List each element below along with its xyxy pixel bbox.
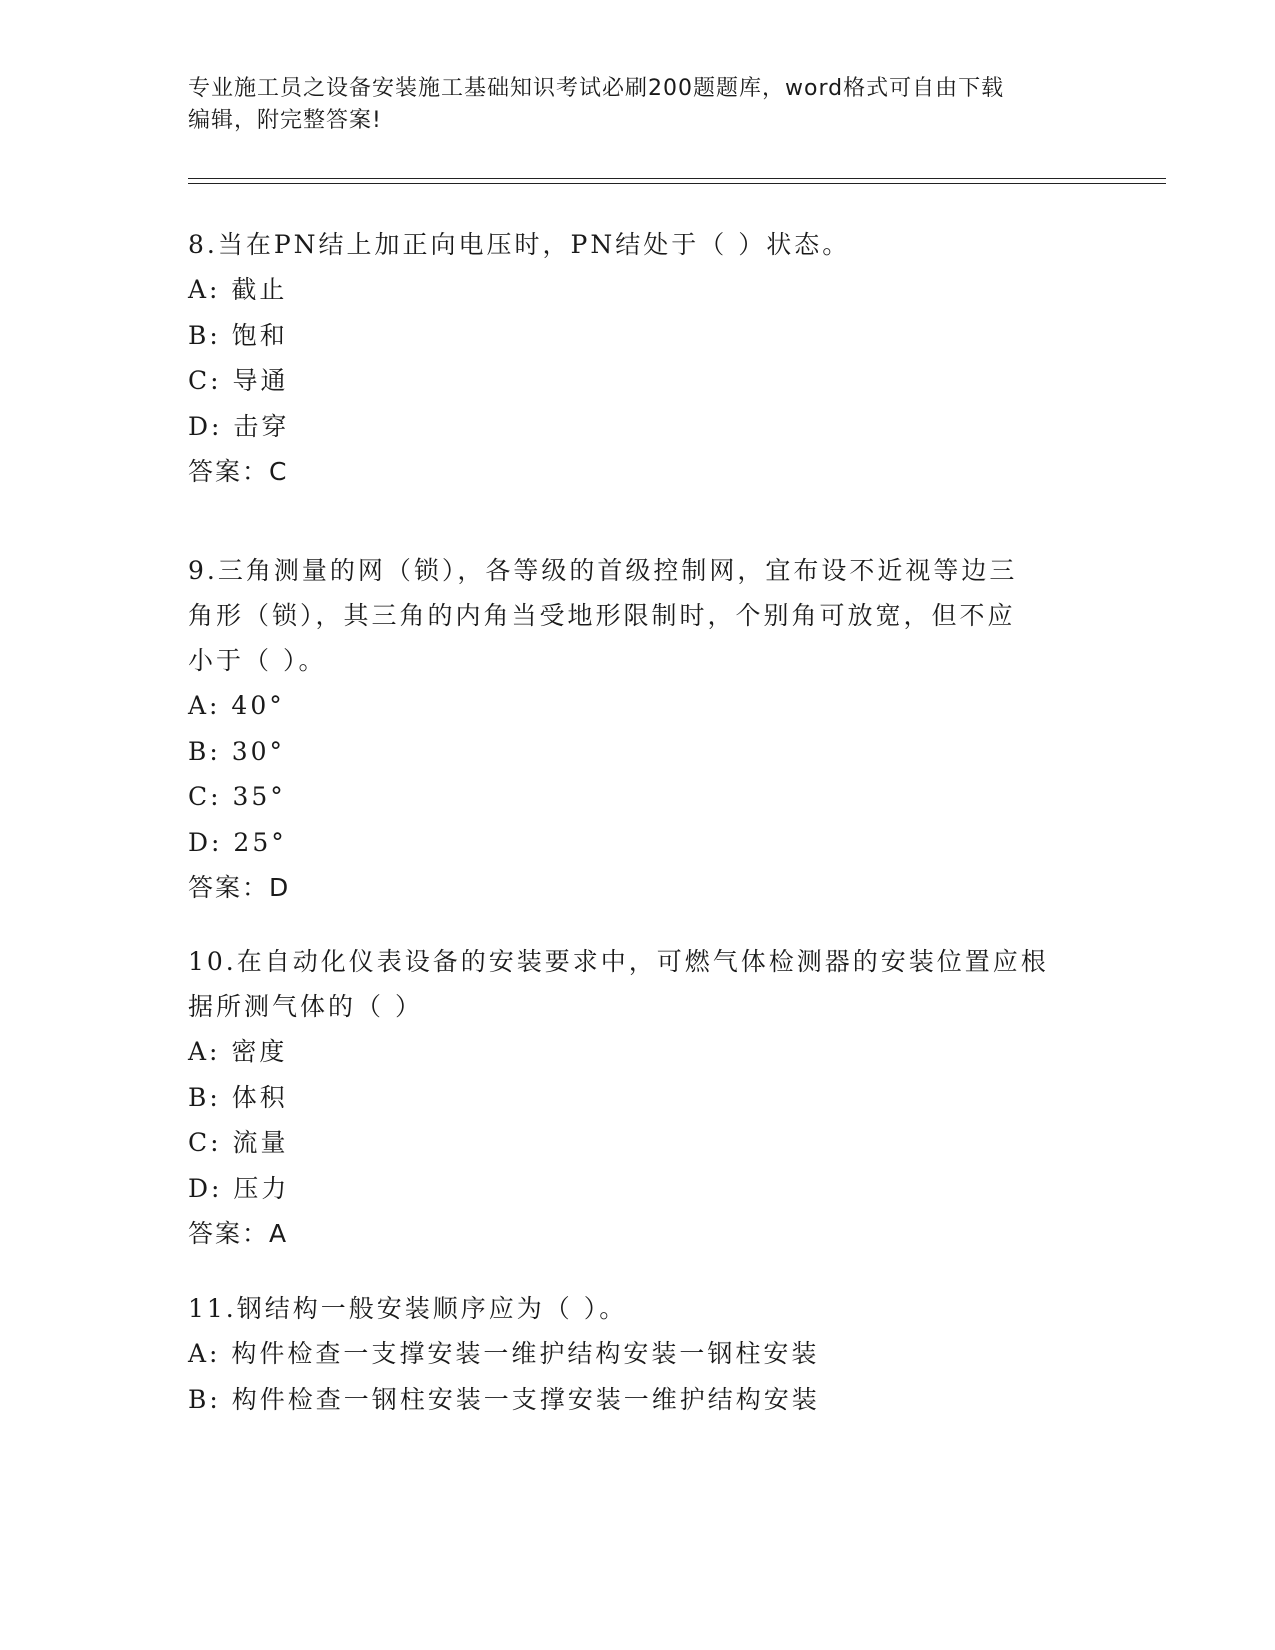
option-a: A: 截止: [188, 275, 288, 304]
answer: 答案：C: [188, 457, 289, 486]
question-stem-line-1: 9.三角测量的网（锁），各等级的首级控制网，宜布设不近视等边三: [188, 556, 1018, 585]
option-b: B: 30°: [188, 736, 286, 766]
option-c: C: 导通: [188, 366, 289, 395]
question-8: [188, 222, 1088, 494]
question-stem-line-2: 角形（锁），其三角的内角当受地形限制时，个别角可放宽，但不应: [188, 601, 1016, 630]
answer: 答案：D: [188, 873, 291, 902]
option-d: D: 压力: [188, 1173, 290, 1203]
option-a: A: 密度: [188, 1037, 288, 1066]
header-divider-bottom: [188, 183, 1166, 184]
option-a: A: 构件检查一支撑安装一维护结构安装一钢柱安装: [188, 1339, 820, 1368]
question-11: [188, 1286, 1088, 1422]
question-stem-line-3: 小于（ ）。: [188, 646, 327, 675]
question-9: [188, 548, 1088, 910]
question-stem-line-2: 据所测气体的（ ）: [188, 992, 423, 1021]
option-b: B: 体积: [188, 1082, 288, 1112]
document-header: [188, 73, 1088, 137]
question-stem: 8.当在PN结上加正向电压时，PN结处于（ ）状态。: [188, 230, 851, 259]
option-b: B: 饱和: [188, 320, 288, 350]
question-stem-line-1: 10.在自动化仪表设备的安装要求中，可燃气体检测器的安装位置应根: [188, 947, 1049, 976]
option-d: D: 击穿: [188, 411, 290, 441]
header-divider-top: [188, 178, 1166, 179]
option-c: C: 流量: [188, 1128, 289, 1157]
header-title-line-2: 编辑，附完整答案!: [188, 108, 382, 133]
question-10: [188, 939, 1088, 1256]
option-d: D: 25°: [188, 827, 287, 857]
option-a: A: 40°: [188, 691, 285, 720]
option-b: B: 构件检查一钢柱安装一支撑安装一维护结构安装: [188, 1384, 820, 1414]
header-title-line-1: 专业施工员之设备安装施工基础知识考试必刷200题题库，word格式可自由下载: [188, 76, 1005, 101]
option-c: C: 35°: [188, 782, 286, 811]
answer: 答案：A: [188, 1219, 289, 1248]
question-stem: 11.钢结构一般安装顺序应为（ ）。: [188, 1294, 628, 1323]
